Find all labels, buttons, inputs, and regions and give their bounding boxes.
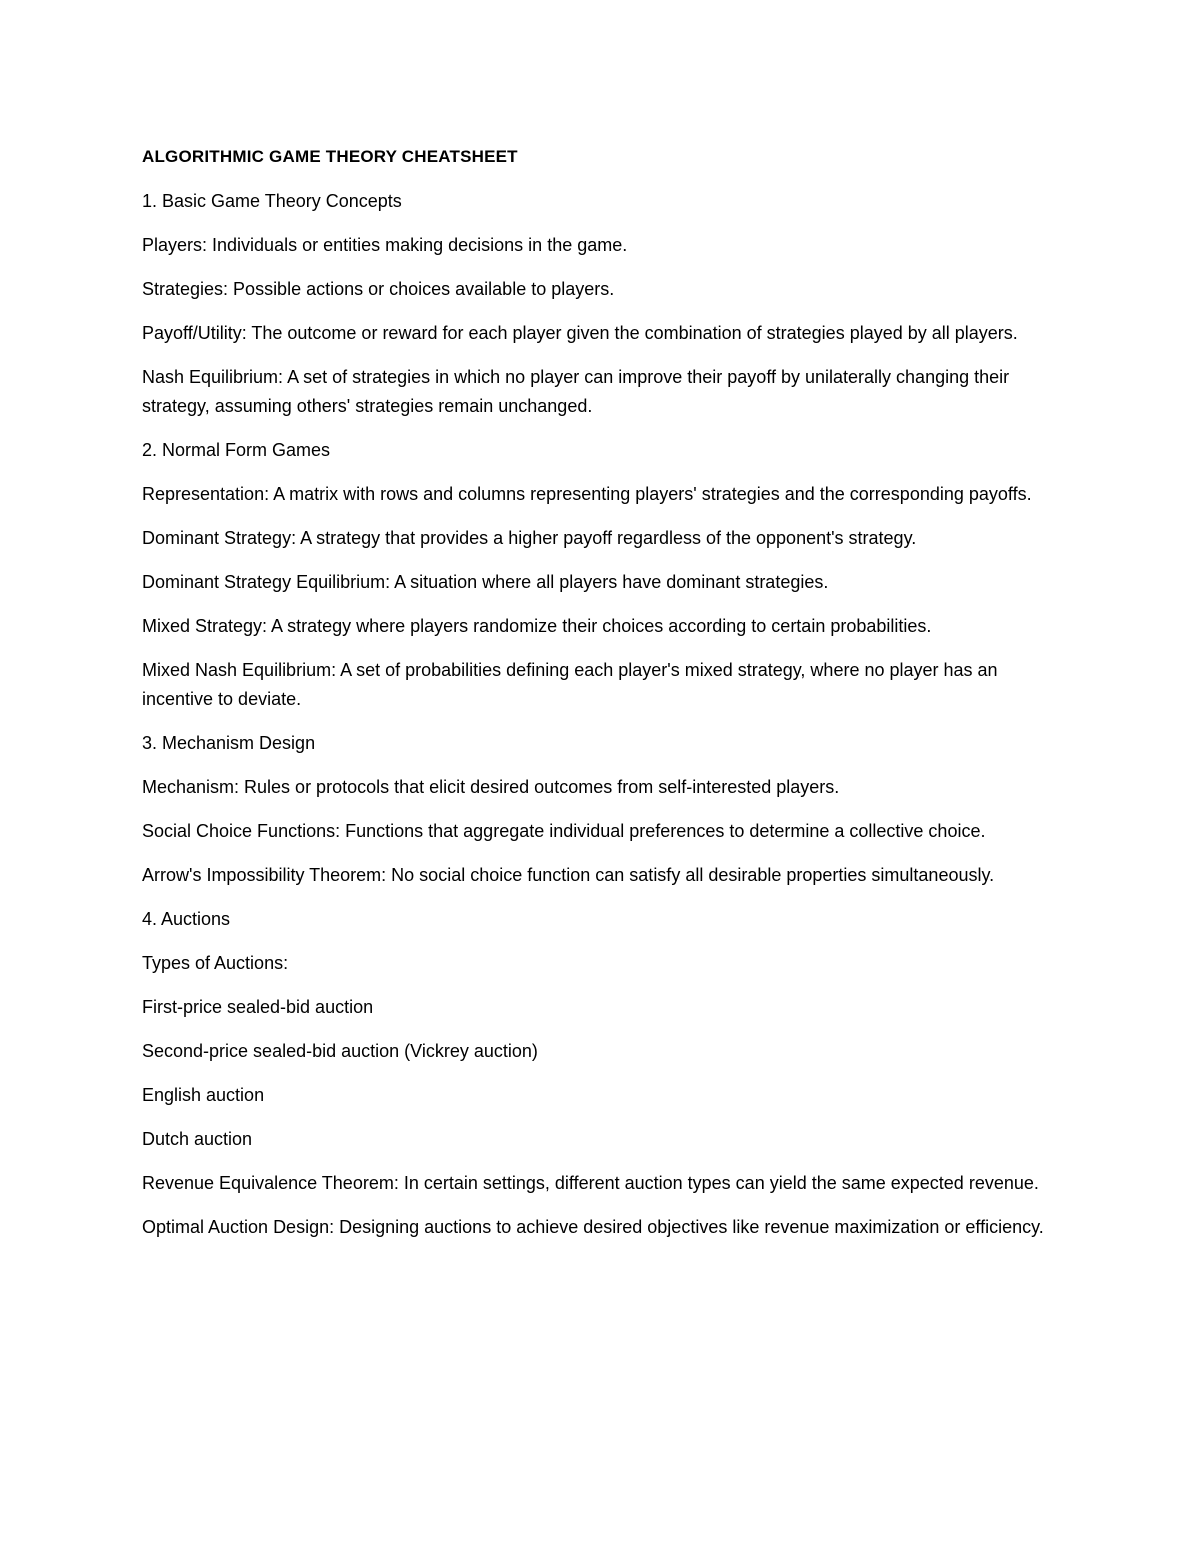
auction-type-item: English auction xyxy=(142,1085,265,1105)
auction-type-item: Second-price sealed-bid auction (Vickrey auction) xyxy=(142,1041,538,1061)
definition-dominant-strategy: Dominant Strategy: A strategy that provides a higher payoff regardless of the opponent's strategy. xyxy=(142,528,917,548)
document-title: ALGORITHMIC GAME THEORY CHEATSHEET xyxy=(142,147,518,166)
definition-strategies: Strategies: Possible actions or choices available to players. xyxy=(142,279,615,299)
auction-types-heading: Types of Auctions: xyxy=(142,953,289,973)
definition-revenue-equivalence: Revenue Equivalence Theorem: In certain settings, different auction types can yield the same expected revenue. xyxy=(142,1173,1039,1193)
auction-type-item: First-price sealed-bid auction xyxy=(142,997,374,1017)
definition-mixed-nash-equilibrium: Mixed Nash Equilibrium: A set of probabilities defining each player's mixed strategy, where no player has an incentive to deviate. xyxy=(142,660,998,709)
definition-social-choice-functions: Social Choice Functions: Functions that aggregate individual preferences to determine a collective choice. xyxy=(142,821,986,841)
definition-arrows-theorem: Arrow's Impossibility Theorem: No social choice function can satisfy all desirable properties simultaneously. xyxy=(142,865,995,885)
section-heading-auctions: 4. Auctions xyxy=(142,909,231,929)
section-heading-basic-concepts: 1. Basic Game Theory Concepts xyxy=(142,191,402,211)
definition-mechanism: Mechanism: Rules or protocols that elicit desired outcomes from self-interested players. xyxy=(142,777,840,797)
definition-representation: Representation: A matrix with rows and columns representing players' strategies and the corresponding payoffs. xyxy=(142,484,1032,504)
definition-payoff-utility: Payoff/Utility: The outcome or reward for each player given the combination of strategies played by all players. xyxy=(142,323,1018,343)
document-body xyxy=(142,143,1062,1257)
definition-players: Players: Individuals or entities making decisions in the game. xyxy=(142,235,628,255)
definition-dominant-strategy-equilibrium: Dominant Strategy Equilibrium: A situation where all players have dominant strategies. xyxy=(142,572,829,592)
section-heading-normal-form-games: 2. Normal Form Games xyxy=(142,440,331,460)
definition-nash-equilibrium: Nash Equilibrium: A set of strategies in which no player can improve their payoff by unilaterally changing their strategy, assuming others' strategies remain unchanged. xyxy=(142,367,1010,416)
definition-optimal-auction-design: Optimal Auction Design: Designing auctions to achieve desired objectives like revenue maximization or efficiency. xyxy=(142,1217,1044,1237)
section-heading-mechanism-design: 3. Mechanism Design xyxy=(142,733,316,753)
definition-mixed-strategy: Mixed Strategy: A strategy where players randomize their choices according to certain probabilities. xyxy=(142,616,932,636)
auction-type-item: Dutch auction xyxy=(142,1129,253,1149)
